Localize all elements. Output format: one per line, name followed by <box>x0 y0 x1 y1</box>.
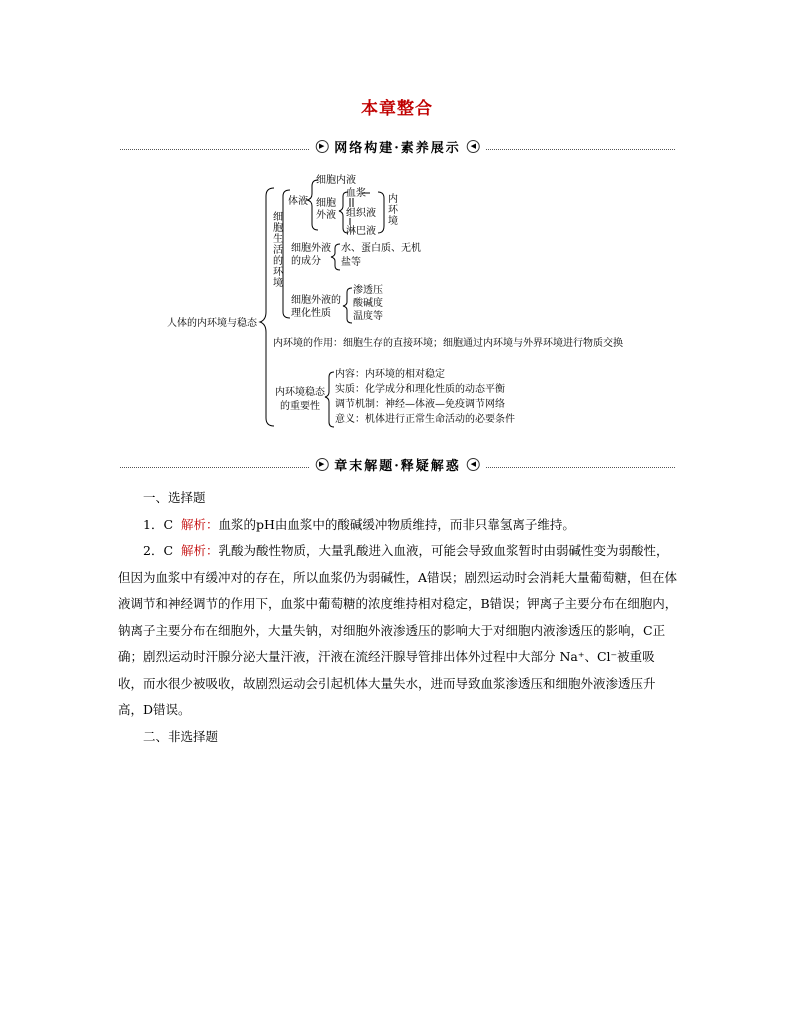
answer-number: 2．C <box>143 543 174 558</box>
map-extracellular: 细胞外液 <box>316 198 336 221</box>
section-heading-nonchoice: 二、非选择题 <box>143 728 219 744</box>
map-homeostasis-item: 内容：内环境的相对稳定 <box>335 369 445 380</box>
map-role: 内环境的作用：细胞生存的直接环境；细胞通过内环境与外界环境进行物质交换 <box>273 338 623 349</box>
answer-q2 <box>118 538 678 724</box>
arrow-right-icon: ▶ <box>315 140 328 153</box>
answer-text: 血浆的pH由血浆中的酸碱缓冲物质维持，而非只靠氢离子维持。 <box>218 516 575 532</box>
map-plasma: 血浆 <box>346 188 366 199</box>
answer-number: 1．C <box>143 516 174 532</box>
map-composition-item: 盐等 <box>341 257 361 268</box>
section-heading-choice: 一、选择题 <box>143 490 206 505</box>
banner-label: 章末解题·释疑解惑 <box>334 459 461 474</box>
map-composition-item: 水、蛋白质、无机 <box>341 243 421 254</box>
map-cell-environment: 细胞生活的环境 <box>273 212 283 289</box>
arrow-left-icon: ◀ <box>467 140 480 153</box>
arrow-right-icon: ▶ <box>315 458 328 471</box>
answer-q1 <box>118 512 678 539</box>
map-property-item: 渗透压 <box>353 285 383 296</box>
map-lymph: 淋巴液 <box>346 226 376 237</box>
banner-label: 网络构建·素养展示 <box>334 141 461 156</box>
analysis-label: 解析： <box>180 516 219 532</box>
map-property-item: 温度等 <box>353 311 383 322</box>
arrow-left-icon: ◀ <box>467 458 480 471</box>
map-homeostasis-item: 意义：机体进行正常生命活动的必要条件 <box>335 414 515 425</box>
map-tissue-fluid: 组织液 <box>346 208 376 219</box>
map-property-item: 酸碱度 <box>353 298 383 309</box>
map-homeostasis-item: 调节机制：神经—体液—免疫调节网络 <box>335 399 505 410</box>
answer-section <box>118 485 678 750</box>
analysis-label: 解析： <box>180 543 219 558</box>
page-title: 本章整合 <box>361 99 433 119</box>
map-properties-label: 细胞外液的理化性质 <box>291 295 341 319</box>
answer-text: 乳酸为酸性物质，大量乳酸进入血液，可能会导致血浆暂时由弱碱性变为弱酸性，但因为血浆中有缓冲对的存在，所以血浆仍为弱碱性，A错误；剧烈运动时会消耗大量葡萄糖，但在体液调节和神经调节的作用下，血浆中葡萄糖的浓度维持相对稳定，B错误；钾离子主要分布在细胞内，钠离子主要分布在细胞外，大量失钠，对细胞外液渗透压的影响大于对细胞内液渗透压的影响，C正确；剧烈运动时汗腺分泌大量汗液，汗液在流经汗腺导管排出体外过程中大部分 Na⁺、Cl⁻被重吸收，而水很少被吸收，故剧烈运动会引起机体大量失水，进而导致血浆渗透压和细胞外液渗透压升高，D错误。 <box>118 543 678 717</box>
map-homeostasis-label: 内环境稳态的重要性 <box>275 387 325 412</box>
map-body-fluid: 体液 <box>288 196 308 207</box>
map-intracellular: 细胞内液 <box>316 175 356 186</box>
map-composition-label: 细胞外液的成分 <box>291 243 331 267</box>
map-root: 人体的内环境与稳态 <box>167 318 257 329</box>
map-internal-environment: 内环境 <box>388 194 398 227</box>
section-banner-answers <box>120 454 675 476</box>
map-homeostasis-item: 实质：化学成分和理化性质的动态平衡 <box>335 384 505 395</box>
